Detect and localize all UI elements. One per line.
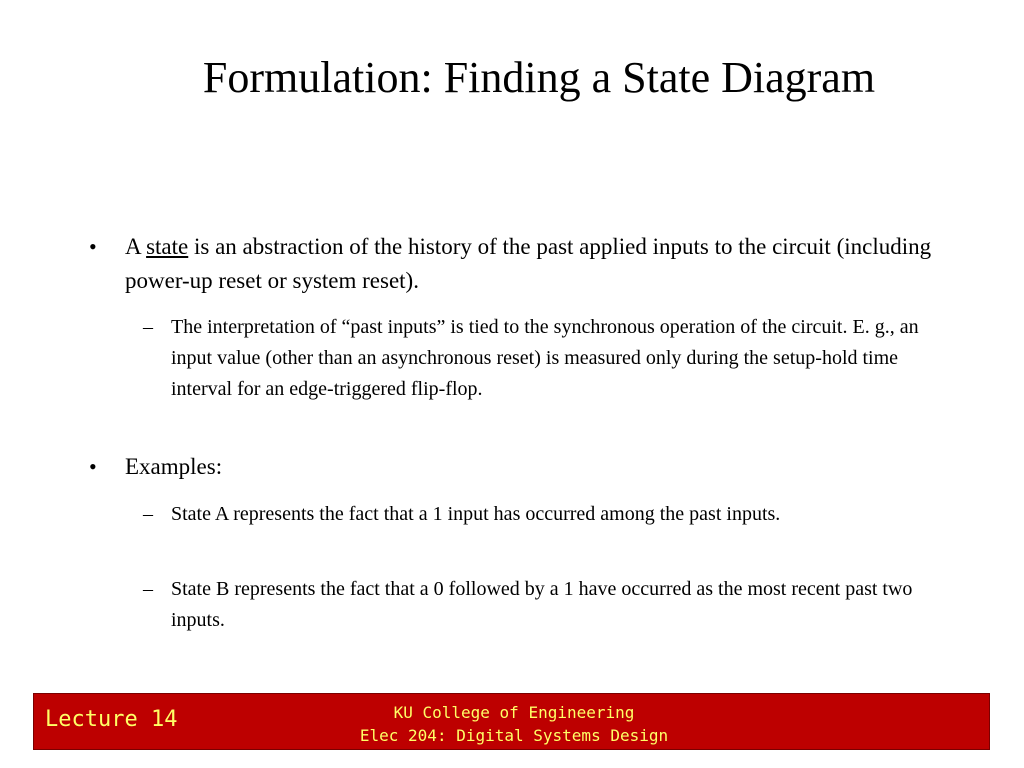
sub-bullet-marker: –: [143, 503, 153, 525]
lecture-label: Lecture 14: [45, 707, 178, 732]
bullet-marker: •: [89, 454, 97, 479]
sub-bullet-past-inputs: The interpretation of “past inputs” is tied to the synchronous operation of the circuit. E. g., an input value (other than an asynchronous reset) is measured only during the setup-hold time interval for an edge-triggered flip-flop.: [171, 316, 919, 400]
college-name: KU College of Engineering: [393, 703, 635, 722]
sub-bullet-state-b: State B represents the fact that a 0 followed by a 1 have occurred as the most recent past two inputs.: [171, 578, 913, 631]
bullet-text-suffix: is an abstraction of the history of the past applied inputs to the circuit (including power-up reset or system reset).: [125, 234, 943, 293]
bullet-item-state-definition: [125, 230, 943, 298]
course-name: Elec 204: Digital Systems Design: [359, 726, 669, 745]
sub-bullet-state-a: State A represents the fact that a 1 input has occurred among the past inputs.: [171, 503, 781, 525]
bullet-item-examples: Examples:: [125, 454, 223, 479]
term-state: state: [146, 234, 189, 259]
slide-title: Formulation: Finding a State Diagram: [202, 53, 876, 102]
course-info: [314, 701, 714, 747]
sub-bullet-marker: –: [143, 578, 153, 600]
footer-bar: [33, 693, 990, 750]
bullet-text-prefix: A: [125, 234, 147, 259]
sub-bullet-marker: –: [143, 316, 153, 338]
bullet-marker: •: [89, 234, 97, 259]
